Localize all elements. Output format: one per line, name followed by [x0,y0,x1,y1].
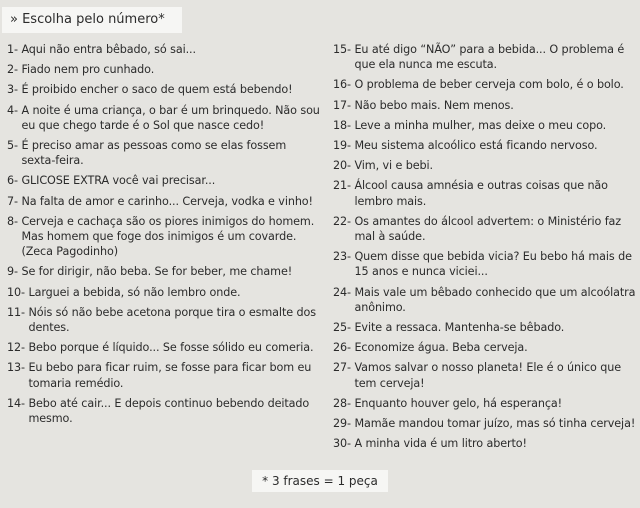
phrase-text: O problema de beber cerveja com bolo, é o bolo. [354,78,624,92]
phrase-text: Eu bebo para ficar ruim, se fosse para ficar bom eu tomaria remédio. [28,361,312,390]
phrase-number: 20- [333,159,351,173]
phrase-item [7,264,322,279]
footer-note: * 3 frases = 1 peça [252,470,388,492]
phrase-text: A minha vida é um litro aberto! [354,437,527,451]
phrase-number: 21- [333,179,351,193]
phrase-number: 19- [333,139,351,153]
phrase-text: É proibido encher o saco de quem está bebendo! [21,83,293,97]
phrase-item [7,138,322,168]
phrase-text: É preciso amar as pessoas como se elas fossem sexta-feira. [21,139,287,168]
phrase-number: 23- [333,250,351,264]
phrase-text: Eu até digo “NÃO” para a bebida... O problema é que ela nunca me escuta. [354,43,625,72]
phrase-text: Na falta de amor e carinho... Cerveja, vodka e vinho! [21,194,313,208]
phrase-number: 7- [7,194,18,208]
phrase-item [7,214,322,260]
phrase-number: 16- [333,78,351,92]
phrase-item [333,436,638,451]
phrase-item [7,285,322,300]
phrase-text: Não bebo mais. Nem menos. [354,98,514,112]
phrase-text: Vamos salvar o nosso planeta! Ele é o único que tem cerveja! [354,361,622,390]
phrase-item [333,138,638,153]
phrase-number: 6- [7,174,18,188]
phrase-number: 11- [7,305,25,319]
phrase-text: Evite a ressaca. Mantenha-se bêbado. [354,321,565,335]
phrase-number: 4- [7,103,18,117]
phrase-text: Economize água. Beba cerveja. [354,341,528,355]
phrase-text: Meu sistema alcoólico está ficando nervoso. [354,139,598,153]
phrase-item [333,214,638,244]
phrase-item [7,194,322,209]
phrase-number: 10- [7,285,25,299]
phrase-text: Larguei a bebida, só não lembro onde. [28,285,241,299]
phrase-item [333,360,638,390]
phrase-text: Enquanto houver gelo, há esperança! [354,396,563,410]
phrase-text: Os amantes do álcool advertem: o Ministério faz mal à saúde. [354,214,622,244]
section-title: » Escolha pelo número* [2,7,182,33]
phrase-text: Bebo porque é líquido... Se fosse sólido eu comeria. [28,341,314,355]
phrase-number: 13- [7,361,25,375]
phrase-item [7,103,322,133]
phrase-text: A noite é uma criança, o bar é um brinquedo. Não sou eu que chego tarde é o Sol que nasce cedo! [21,103,320,132]
phrase-text: Quem disse que bebida vicia? Eu bebo há mais de 15 anos e nunca viciei... [354,250,632,279]
phrase-text: Se for dirigir, não beba. Se for beber, me chame! [21,265,293,279]
phrase-number: 27- [333,361,351,375]
phrase-number: 8- [7,214,18,228]
phrase-number: 24- [333,285,351,299]
phrase-number: 18- [333,118,351,132]
phrase-item [7,305,322,335]
phrase-number: 29- [333,417,351,431]
phrase-item [333,178,638,208]
phrase-text: Cerveja e cachaça são os piores inimigos do homem. Mas homem que foge dos inimigos é um covarde. (Zeca Pagodinho) [21,214,315,259]
phrase-item [333,320,638,335]
phrase-item [333,249,638,279]
phrase-item [333,285,638,315]
phrase-number: 5- [7,139,18,153]
phrase-number: 14- [7,396,25,410]
footer-note-wrapper [0,474,640,488]
phrase-item [7,62,322,77]
phrase-text: Nóis só não bebe acetona porque tira o esmalte dos dentes. [28,305,316,335]
phrase-item [7,82,322,97]
phrase-item [7,173,322,188]
phrase-text: Álcool causa amnésia e outras coisas que não lembro mais. [354,179,608,208]
phrase-text: Bebo até cair... E depois continuo bebendo deitado mesmo. [28,396,310,426]
phrase-number: 15- [333,43,351,56]
phrase-text: Fiado nem pro cunhado. [21,63,155,77]
phrase-number: 26- [333,341,351,355]
phrase-text: Vim, vi e bebi. [354,159,433,173]
phrase-number: 12- [7,341,25,355]
phrase-number: 2- [7,63,18,77]
phrase-item [333,340,638,355]
phrase-item [333,396,638,411]
phrase-item [333,42,638,72]
phrase-list-left [7,42,322,431]
phrase-item [333,158,638,173]
phrase-text: Mais vale um bêbado conhecido que um alcoólatra anônimo. [354,285,636,314]
phrase-number: 30- [333,437,351,451]
phrase-text: Mamãe mandou tomar juízo, mas só tinha cerveja! [354,417,636,431]
phrase-text: GLICOSE EXTRA você vai precisar... [21,174,216,188]
phrase-item [333,416,638,431]
phrase-number: 25- [333,321,351,335]
phrase-item [7,42,322,57]
phrase-item [333,77,638,92]
phrase-text: Aqui não entra bêbado, só sai... [21,43,196,56]
phrase-item [333,118,638,133]
phrase-number: 9- [7,265,18,279]
phrase-number: 28- [333,396,351,410]
phrase-list-right [333,42,638,456]
phrase-item [7,340,322,355]
phrase-number: 3- [7,83,18,97]
phrase-item [7,360,322,390]
phrase-number: 17- [333,98,351,112]
phrase-item [333,98,638,113]
phrase-item [7,396,322,426]
phrase-text: Leve a minha mulher, mas deixe o meu copo. [354,118,607,132]
phrase-number: 1- [7,43,18,56]
phrase-number: 22- [333,214,351,228]
